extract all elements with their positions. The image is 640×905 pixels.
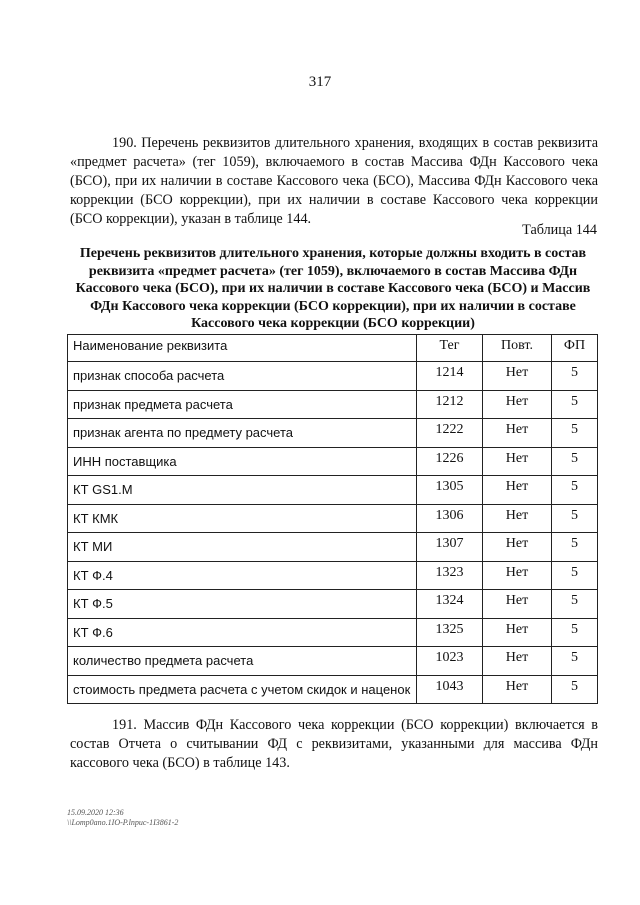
cell-name: количество предмета расчета: [68, 647, 417, 676]
header-fp: ФП: [552, 335, 598, 362]
table-caption: Таблица 144: [522, 222, 597, 238]
table-title: Перечень реквизитов длительного хранения, которые должны входить в состав реквизита «предмет расчета» (тег 1059), включаемого в состав Массива ФДн Кассового чека (БСО), при их наличии в составе Кассового чека (БСО) и Массив ФДн Кассового чека коррекции (БСО коррекции), при их наличии в составе Кассового чека коррекции (БСО коррекции): [75, 246, 591, 331]
cell-name: стоимость предмета расчета с учетом скидок и наценок: [68, 675, 417, 704]
cell-name: КТ Ф.4: [68, 561, 417, 590]
cell-tag: 1226: [417, 447, 483, 476]
footer-timestamp: 15.09.2020 12:36: [67, 808, 124, 817]
paragraph-190: 190. Перечень реквизитов длительного хранения, входящих в состав реквизита «предмет расчета» (тег 1059), включаемого в состав Массива ФДн Кассового чека (БСО), при их наличии в составе Кассового чека (БСО), Массива ФДн Кассового чека коррекции (БСО коррекции), при их наличии в составе Кассового чека коррекции (БСО коррекции), указан в таблице 144.: [70, 135, 598, 227]
cell-name: признак агента по предмету расчета: [68, 419, 417, 448]
table-row: [68, 647, 598, 676]
cell-tag: 1305: [417, 476, 483, 505]
header-name: Наименование реквизита: [68, 335, 417, 362]
cell-name: КТ КМК: [68, 504, 417, 533]
cell-repeat: Нет: [483, 419, 552, 448]
cell-repeat: Нет: [483, 675, 552, 704]
cell-repeat: Нет: [483, 533, 552, 562]
cell-repeat: Нет: [483, 561, 552, 590]
page-number: 317: [308, 74, 332, 90]
cell-fp: 5: [552, 419, 598, 448]
cell-name: КТ Ф.6: [68, 618, 417, 647]
cell-name: ИНН поставщика: [68, 447, 417, 476]
footer-path: \\Lomp0ano.1IO-P.lnpuc-1I3861-2: [67, 818, 179, 827]
cell-fp: 5: [552, 504, 598, 533]
cell-repeat: Нет: [483, 590, 552, 619]
table-row: [68, 476, 598, 505]
cell-tag: 1307: [417, 533, 483, 562]
cell-tag: 1043: [417, 675, 483, 704]
cell-name: признак способа расчета: [68, 362, 417, 391]
table-row: [68, 390, 598, 419]
cell-repeat: Нет: [483, 390, 552, 419]
table-row: [68, 447, 598, 476]
paragraph-191: 191. Массив ФДн Кассового чека коррекции (БСО коррекции) включается в состав Отчета о считывании ФД с реквизитами, указанными для массива ФДн кассового чека (БСО) в таблице 143.: [70, 717, 598, 771]
cell-repeat: Нет: [483, 647, 552, 676]
cell-fp: 5: [552, 675, 598, 704]
table-row: [68, 675, 598, 704]
table-row: [68, 618, 598, 647]
table-row: [68, 590, 598, 619]
cell-name: КТ Ф.5: [68, 590, 417, 619]
cell-name: КТ GS1.M: [68, 476, 417, 505]
cell-tag: 1222: [417, 419, 483, 448]
cell-fp: 5: [552, 390, 598, 419]
cell-fp: 5: [552, 362, 598, 391]
table-body: [68, 362, 598, 704]
header-tag: Тег: [417, 335, 483, 362]
cell-fp: 5: [552, 618, 598, 647]
table-row: [68, 362, 598, 391]
cell-fp: 5: [552, 533, 598, 562]
cell-tag: 1212: [417, 390, 483, 419]
cell-fp: 5: [552, 561, 598, 590]
cell-tag: 1324: [417, 590, 483, 619]
requisites-table: [67, 334, 598, 704]
cell-fp: 5: [552, 447, 598, 476]
cell-fp: 5: [552, 647, 598, 676]
cell-fp: 5: [552, 590, 598, 619]
table-row: [68, 504, 598, 533]
footer-stamp: [67, 808, 178, 828]
table-row: [68, 419, 598, 448]
table-header-row: [68, 335, 598, 362]
table-row: [68, 533, 598, 562]
cell-tag: 1325: [417, 618, 483, 647]
cell-fp: 5: [552, 476, 598, 505]
cell-repeat: Нет: [483, 618, 552, 647]
cell-tag: 1023: [417, 647, 483, 676]
table-row: [68, 561, 598, 590]
cell-repeat: Нет: [483, 504, 552, 533]
cell-repeat: Нет: [483, 362, 552, 391]
cell-repeat: Нет: [483, 476, 552, 505]
cell-repeat: Нет: [483, 447, 552, 476]
cell-tag: 1323: [417, 561, 483, 590]
cell-name: признак предмета расчета: [68, 390, 417, 419]
cell-tag: 1214: [417, 362, 483, 391]
cell-tag: 1306: [417, 504, 483, 533]
header-repeat: Повт.: [483, 335, 552, 362]
cell-name: КТ МИ: [68, 533, 417, 562]
